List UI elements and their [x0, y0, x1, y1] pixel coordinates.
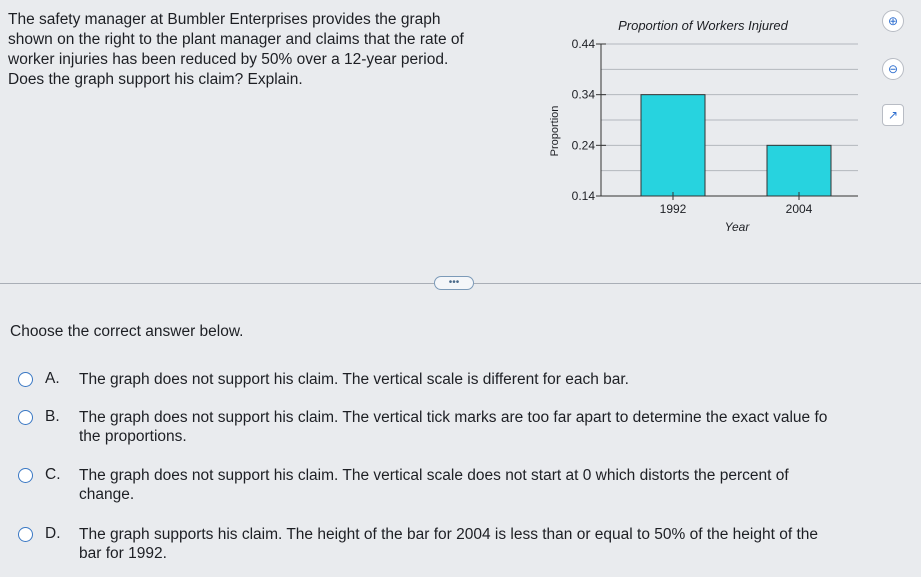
option-d-text: The graph supports his claim. The height of the bar for 2004 is less than or equal to 50% of the height of the bar for 1992.: [79, 526, 819, 562]
option-b-letter: B.: [45, 408, 60, 425]
option-c[interactable]: [18, 466, 919, 504]
option-c-letter: C.: [45, 466, 61, 483]
option-d-letter: D.: [45, 525, 61, 542]
option-a[interactable]: [18, 370, 919, 389]
zoom-out-icon[interactable]: ⊖: [882, 58, 904, 80]
section-divider-right: [474, 283, 921, 284]
bar-chart: [540, 6, 921, 256]
y-tick-label: 0.24: [571, 138, 595, 153]
option-a-text: The graph does not support his claim. The vertical scale is different for each bar.: [79, 371, 629, 388]
radio-d[interactable]: [18, 527, 33, 542]
external-link-icon[interactable]: ↗: [882, 104, 904, 126]
radio-b[interactable]: [18, 410, 33, 425]
instruction-text: Choose the correct answer below.: [10, 323, 244, 340]
option-d[interactable]: [18, 525, 919, 563]
more-button[interactable]: •••: [434, 276, 474, 290]
radio-c[interactable]: [18, 468, 33, 483]
radio-a[interactable]: [18, 372, 33, 387]
chart-x-label: Year: [724, 220, 750, 234]
chart-svg: [540, 6, 921, 256]
option-c-text: The graph does not support his claim. The vertical scale does not start at 0 which distorts the percent of change.: [79, 467, 789, 503]
section-divider-left: [0, 283, 434, 284]
bar-1992: [641, 95, 705, 196]
chart-y-label: Proportion: [549, 105, 561, 157]
option-a-letter: A.: [45, 370, 60, 387]
x-tick-label-1992: 1992: [659, 202, 687, 216]
bar-2004: [767, 145, 831, 196]
option-b-text: The graph does not support his claim. The vertical tick marks are too far apart to determine the exact value fo the proportions.: [79, 409, 828, 445]
x-tick-label-2004: 2004: [785, 202, 813, 216]
y-tick-label: 0.34: [571, 87, 595, 102]
option-b[interactable]: [18, 408, 919, 446]
y-tick-label: 0.44: [571, 37, 595, 51]
y-tick-label: 0.14: [571, 189, 595, 203]
zoom-in-icon[interactable]: ⊕: [882, 10, 904, 32]
question-text: The safety manager at Bumbler Enterprises provides the graph shown on the right to the plant manager and claims that the rate of worker injuries has been reduced by 50% over a 12-year period. Does the graph support his claim? Explain.: [8, 11, 464, 88]
chart-title: Proportion of Workers Injured: [618, 18, 788, 33]
